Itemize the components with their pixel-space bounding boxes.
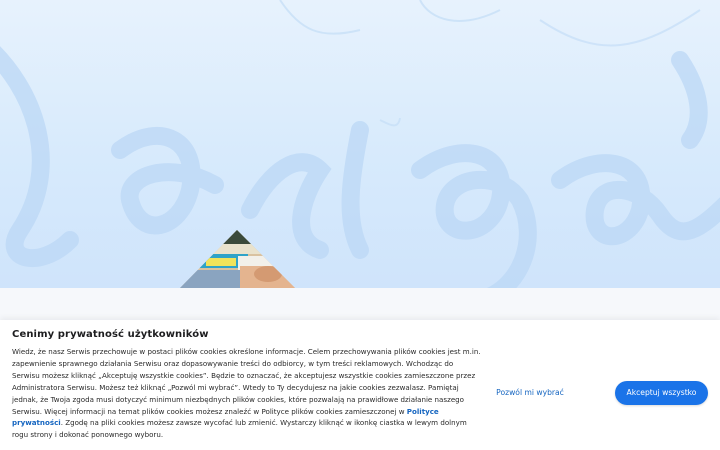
cookie-title: Cenimy prywatność użytkowników <box>12 329 209 340</box>
privacy-policy-link[interactable]: Polityce prywatności <box>12 406 439 428</box>
cookie-text-after: . Zgodę na pliki cookies możesz zawsze wycofać lub zmienić. Wystarczy kliknąć w ikonkę ciastka w lewym dolnym rogu strony i dokonać ponownego wyboru. <box>12 418 467 440</box>
cookie-consent-banner <box>0 320 720 450</box>
cookie-text-before: Wiedz, że nasz Serwis przechowuje w postaci plików cookies określone informacje. Celem przechowywania plików cookies jest m.in. zapewnienie sprawnego działania Serwisu oraz dopasowywanie treści do odbiorcy, w tym treści reklamowych. Wchodząc do Serwisu możesz kliknąć „Akceptuję wszystkie cookies”. Będzie to oznaczać, że akceptujesz wszystkie cookies zamieszczone przez Administratora Serwisu. Możesz też kliknąć „Pozwól mi wybrać”. Wtedy to Ty decydujesz na jakie cookies zezwalasz. Pamiętaj jednak, że Twoja zgoda musi dotyczyć minimum niezbędnych plików cookies, które pozwalają na prawidłowe działanie naszego Serwisu. Więcej informacji na temat plików cookies możesz znaleźć w Polityce plików cookies zamieszczonej w <box>12 347 481 416</box>
accept-all-button[interactable]: Akceptuj wszystko <box>615 381 708 405</box>
content-band <box>0 288 720 322</box>
pyramid-image <box>180 230 295 288</box>
cookie-description <box>12 346 482 441</box>
let-me-choose-button[interactable]: Pozwól mi wybrać <box>496 388 564 397</box>
